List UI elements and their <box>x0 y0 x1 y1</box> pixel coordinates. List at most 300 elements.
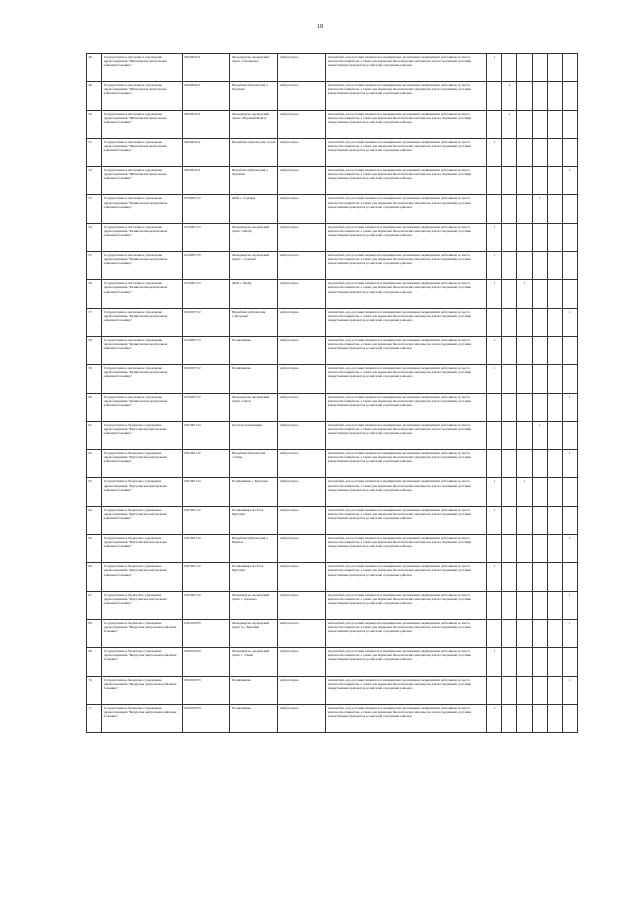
row-number-cell: 52 <box>87 167 102 195</box>
quantity-cell-2 <box>502 648 517 676</box>
quantity-cell-3: 1 <box>517 478 532 506</box>
quantity-cell-4 <box>532 648 547 676</box>
organization-cell: Государственное бюджетное учреждение здравоохранения "Баргузинская центральная районная больница" <box>102 478 183 506</box>
quantity-cell-6: 1 <box>562 591 577 619</box>
quantity-cell-6 <box>562 82 577 110</box>
code-cell: 0301001512 <box>182 421 230 449</box>
quantity-cell-5 <box>547 619 562 647</box>
purpose-cell: Автомобиль для доставки пациентов в медицинские организации, медицинских работников до места жительства пациентов, а также для перевозки биологических материалов для исследований, доставки лекарственных препаратов до жителей отдаленных районов <box>326 138 487 166</box>
quantity-cell-4 <box>532 478 547 506</box>
code-cell: 0301001512 <box>182 591 230 619</box>
quantity-cell-1 <box>487 110 502 138</box>
purpose-cell: Автомобиль для доставки пациентов в медицинские организации, медицинских работников до места жительства пациентов, а также для перевозки биологических материалов для исследований, доставки лекарственных препаратов до жителей отдаленных районов <box>326 336 487 364</box>
quantity-cell-4 <box>532 506 547 534</box>
purpose-cell: Автомобиль для доставки пациентов в медицинские организации, медицинских работников до места жительства пациентов, а также для перевозки биологических материалов для исследований, доставки лекарственных препаратов до жителей отдаленных районов <box>326 252 487 280</box>
table-row <box>87 195 578 223</box>
quantity-cell-1: 1 <box>487 138 502 166</box>
quantity-cell-3 <box>517 167 532 195</box>
quantity-cell-5 <box>547 450 562 478</box>
quantity-cell-5 <box>547 393 562 421</box>
quantity-cell-2 <box>502 478 517 506</box>
location-cell: Фельдшерско-акушерский пункт с.Чилбу <box>230 223 278 251</box>
quantity-cell-1 <box>487 619 502 647</box>
quantity-cell-1: 1 <box>487 252 502 280</box>
row-number-cell: 51 <box>87 138 102 166</box>
quantity-cell-1 <box>487 195 502 223</box>
quantity-cell-3 <box>517 308 532 336</box>
table-row <box>87 421 578 449</box>
quantity-cell-3 <box>517 138 532 166</box>
organization-cell: Государственное автономное учреждение здравоохранения "Качинганская центральная районная больница" <box>102 336 183 364</box>
code-cell: 0310097172 <box>182 252 230 280</box>
quantity-cell-6: 1 <box>562 167 577 195</box>
purpose-cell: Автомобиль для доставки пациентов в медицинские организации, медицинских работников до места жительства пациентов, а также для перевозки биологических материалов для исследований, доставки лекарственных препаратов до жителей отдаленных районов <box>326 535 487 563</box>
quantity-cell-5 <box>547 478 562 506</box>
quantity-cell-5 <box>547 365 562 393</box>
purpose-cell: Автомобиль для доставки пациентов в медицинские организации, медицинских работников до места жительства пациентов, а также для перевозки биологических материалов для исследований, доставки лекарственных препаратов до жителей отдаленных районов <box>326 704 487 732</box>
quantity-cell-1: 1 <box>487 365 502 393</box>
quantity-cell-4 <box>532 167 547 195</box>
purpose-cell: Автомобиль для доставки пациентов в медицинские организации, медицинских работников до места жительства пациентов, а также для перевозки биологических материалов для исследований, доставки лекарственных препаратов до жителей отдаленных районов <box>326 280 487 308</box>
care-type-cell: Амбулаторно <box>278 138 326 166</box>
quantity-cell-2 <box>502 223 517 251</box>
quantity-cell-4: 1 <box>532 195 547 223</box>
care-type-cell: Амбулаторно <box>278 676 326 704</box>
organization-cell: Государственное бюджетное учреждение здравоохранения "Бичурская центральная районная больница" <box>102 648 183 676</box>
code-cell: 0310097172 <box>182 393 230 421</box>
location-cell: Фельдшерско-акушерский пункт с. Узкий <box>230 648 278 676</box>
code-cell: 0304003411 <box>182 110 230 138</box>
table-body <box>87 54 578 733</box>
table-row <box>87 535 578 563</box>
row-number-cell: 55 <box>87 252 102 280</box>
purpose-cell: Автомобиль для доставки пациентов в медицинские организации, медицинских работников до места жительства пациентов, а также для перевозки биологических материалов для исследований, доставки лекарственных препаратов до жителей отдаленных районов <box>326 82 487 110</box>
quantity-cell-3 <box>517 421 532 449</box>
care-type-cell: Амбулаторно <box>278 478 326 506</box>
quantity-cell-5 <box>547 648 562 676</box>
row-number-cell: 67 <box>87 591 102 619</box>
code-cell: 0304003411 <box>182 167 230 195</box>
quantity-cell-2 <box>502 704 517 732</box>
table-row <box>87 506 578 534</box>
location-cell: Поликлиника пгт.Усть-Баргузин <box>230 506 278 534</box>
quantity-cell-5 <box>547 506 562 534</box>
purpose-cell: Автомобиль для доставки пациентов в медицинские организации, медицинских работников до места жительства пациентов, а также для перевозки биологических материалов для исследований, доставки лекарственных препаратов до жителей отдаленных районов <box>326 591 487 619</box>
care-type-cell: Амбулаторно <box>278 252 326 280</box>
row-number-cell: 70 <box>87 676 102 704</box>
organization-cell: Государственное автономное учреждение здравоохранения "Качинганская центральная районная больница" <box>102 365 183 393</box>
quantity-cell-2 <box>502 252 517 280</box>
care-type-cell: Амбулаторно <box>278 223 326 251</box>
row-number-cell: 63 <box>87 478 102 506</box>
table-row <box>87 138 578 166</box>
location-cell: Фельдшерско-акушерский пункт п.с. Верхний <box>230 619 278 647</box>
quantity-cell-5 <box>547 138 562 166</box>
table-row <box>87 648 578 676</box>
purpose-cell: Автомобиль для доставки пациентов в медицинские организации, медицинских работников до места жительства пациентов, а также для перевозки биологических материалов для исследований, доставки лекарственных препаратов до жителей отдаленных районов <box>326 506 487 534</box>
code-cell: 0301001512 <box>182 563 230 591</box>
purpose-cell: Автомобиль для доставки пациентов в медицинские организации, медицинских работников до места жительства пациентов, а также для перевозки биологических материалов для исследований, доставки лекарственных препаратов до жителей отдаленных районов <box>326 365 487 393</box>
quantity-cell-6: 1 <box>562 619 577 647</box>
organization-cell: Государственное бюджетное учреждение здравоохранения "Бичурская центральная районная больница" <box>102 676 183 704</box>
row-number-cell: 59 <box>87 365 102 393</box>
care-type-cell: Амбулаторно <box>278 591 326 619</box>
code-cell: 0304003411 <box>182 54 230 82</box>
quantity-cell-6 <box>562 252 577 280</box>
organization-cell: Государственное бюджетное учреждение здравоохранения "Бичурская центральная районная больница" <box>102 704 183 732</box>
quantity-cell-1 <box>487 393 502 421</box>
quantity-cell-5 <box>547 110 562 138</box>
quantity-cell-5 <box>547 704 562 732</box>
quantity-cell-6 <box>562 365 577 393</box>
quantity-cell-2 <box>502 365 517 393</box>
care-type-cell: Амбулаторно <box>278 421 326 449</box>
page-number: 18 <box>317 24 323 30</box>
organization-cell: Государственное бюджетное учреждение здравоохранения "Баргузинская центральная районная больница" <box>102 450 183 478</box>
row-number-cell: 56 <box>87 280 102 308</box>
quantity-cell-5 <box>547 252 562 280</box>
quantity-cell-4 <box>532 704 547 732</box>
quantity-cell-4 <box>532 336 547 364</box>
organization-cell: Государственное бюджетное учреждение здравоохранения "Баргузинская центральная районная больница" <box>102 506 183 534</box>
organization-cell: Государственное автономное учреждение здравоохранения "Шелеховская центральная районная больница" <box>102 82 183 110</box>
organization-cell: Государственное бюджетное учреждение здравоохранения "Баргузинская центральная районная больница" <box>102 591 183 619</box>
table-row <box>87 365 578 393</box>
quantity-cell-4 <box>532 280 547 308</box>
quantity-cell-4: 1 <box>532 421 547 449</box>
care-type-cell: Амбулаторно <box>278 167 326 195</box>
location-cell: Фельдшерско-акушерский пункт с.Верхний Мангут <box>230 110 278 138</box>
quantity-cell-3 <box>517 676 532 704</box>
quantity-cell-5 <box>547 167 562 195</box>
quantity-cell-1: 1 <box>487 336 502 364</box>
care-type-cell: Амбулаторно <box>278 393 326 421</box>
care-type-cell: Амбулаторно <box>278 704 326 732</box>
code-cell: 0310097172 <box>182 195 230 223</box>
quantity-cell-3: 1 <box>517 280 532 308</box>
quantity-cell-4 <box>532 365 547 393</box>
quantity-cell-5 <box>547 563 562 591</box>
quantity-cell-6 <box>562 704 577 732</box>
quantity-cell-5 <box>547 82 562 110</box>
code-cell: 0302100379 <box>182 648 230 676</box>
quantity-cell-1 <box>487 450 502 478</box>
care-type-cell: Амбулаторно <box>278 365 326 393</box>
organization-cell: Государственное автономное учреждение здравоохранения "Шелеховская центральная районная больница" <box>102 54 183 82</box>
quantity-cell-4 <box>532 138 547 166</box>
quantity-cell-5 <box>547 195 562 223</box>
quantity-cell-6 <box>562 421 577 449</box>
quantity-cell-5 <box>547 591 562 619</box>
quantity-cell-1: 1 <box>487 223 502 251</box>
quantity-cell-4 <box>532 223 547 251</box>
location-cell: Врачебная амбулатория с.Улюн <box>230 450 278 478</box>
code-cell: 0304003411 <box>182 82 230 110</box>
quantity-cell-4 <box>532 110 547 138</box>
location-cell: Врачебная амбулатория с. Баянгол <box>230 535 278 563</box>
table-row <box>87 563 578 591</box>
location-cell: Фельдшерско-акушерский пункт с. Адамово <box>230 591 278 619</box>
quantity-cell-3 <box>517 535 532 563</box>
organization-cell: Государственное автономное учреждение здравоохранения "Качинганская центральная районная больница" <box>102 223 183 251</box>
organization-cell: Государственное автономное учреждение здравоохранения "Шелеховская центральная районная больница" <box>102 138 183 166</box>
quantity-cell-3 <box>517 110 532 138</box>
quantity-cell-2: 1 <box>502 110 517 138</box>
purpose-cell: Автомобиль для доставки пациентов в медицинские организации, медицинских работников до места жительства пациентов, а также для перевозки биологических материалов для исследований, доставки лекарственных препаратов до жителей отдаленных районов <box>326 54 487 82</box>
row-number-cell: 54 <box>87 223 102 251</box>
purpose-cell: Автомобиль для доставки пациентов в медицинские организации, медицинских работников до места жительства пациентов, а также для перевозки биологических материалов для исследований, доставки лекарственных препаратов до жителей отдаленных районов <box>326 648 487 676</box>
quantity-cell-2 <box>502 563 517 591</box>
table-row <box>87 478 578 506</box>
quantity-cell-5 <box>547 223 562 251</box>
location-cell: Фельдшерско-акушерский пункт с.Олхинское <box>230 54 278 82</box>
quantity-cell-4 <box>532 535 547 563</box>
organization-cell: Государственное автономное учреждение здравоохранения "Шелеховская центральная районная больница" <box>102 167 183 195</box>
vehicle-allocation-table <box>86 53 578 733</box>
quantity-cell-3 <box>517 563 532 591</box>
quantity-cell-6 <box>562 563 577 591</box>
quantity-cell-5 <box>547 535 562 563</box>
purpose-cell: Автомобиль для доставки пациентов в медицинские организации, медицинских работников до места жительства пациентов, а также для перевозки биологических материалов для исследований, доставки лекарственных препаратов до жителей отдаленных районов <box>326 167 487 195</box>
purpose-cell: Автомобиль для доставки пациентов в медицинские организации, медицинских работников до места жительства пациентов, а также для перевозки биологических материалов для исследований, доставки лекарственных препаратов до жителей отдаленных районов <box>326 619 487 647</box>
quantity-cell-2 <box>502 195 517 223</box>
quantity-cell-2 <box>502 393 517 421</box>
quantity-cell-6 <box>562 138 577 166</box>
quantity-cell-6: 1 <box>562 393 577 421</box>
care-type-cell: Амбулаторно <box>278 82 326 110</box>
location-cell: Поликлиника пгт.Усть-Баргузин <box>230 563 278 591</box>
purpose-cell: Автомобиль для доставки пациентов в медицинские организации, медицинских работников до места жительства пациентов, а также для перевозки биологических материалов для исследований, доставки лекарственных препаратов до жителей отдаленных районов <box>326 195 487 223</box>
quantity-cell-4 <box>532 676 547 704</box>
quantity-cell-5 <box>547 308 562 336</box>
quantity-cell-1 <box>487 167 502 195</box>
quantity-cell-3 <box>517 223 532 251</box>
quantity-cell-3 <box>517 619 532 647</box>
quantity-cell-6 <box>562 54 577 82</box>
care-type-cell: Амбулаторно <box>278 506 326 534</box>
code-cell: 0301001512 <box>182 478 230 506</box>
row-number-cell: 62 <box>87 450 102 478</box>
quantity-cell-6 <box>562 648 577 676</box>
care-type-cell: Амбулаторно <box>278 195 326 223</box>
quantity-cell-3 <box>517 54 532 82</box>
quantity-cell-2 <box>502 138 517 166</box>
quantity-cell-1: 1 <box>487 506 502 534</box>
quantity-cell-1: 1 <box>487 280 502 308</box>
quantity-cell-4 <box>532 82 547 110</box>
care-type-cell: Амбулаторно <box>278 535 326 563</box>
location-cell: Поликлиника с. Баргузин <box>230 478 278 506</box>
row-number-cell: 66 <box>87 563 102 591</box>
care-type-cell: Амбулаторно <box>278 336 326 364</box>
quantity-cell-5 <box>547 54 562 82</box>
quantity-cell-4 <box>532 393 547 421</box>
location-cell: Врачебная амбулатория с. Хурзанка <box>230 167 278 195</box>
code-cell: 0310097172 <box>182 223 230 251</box>
location-cell: Поликлиника <box>230 365 278 393</box>
care-type-cell: Амбулаторно <box>278 280 326 308</box>
quantity-cell-3 <box>517 365 532 393</box>
quantity-cell-2 <box>502 308 517 336</box>
quantity-cell-3 <box>517 648 532 676</box>
quantity-cell-1 <box>487 591 502 619</box>
code-cell: 0310097172 <box>182 336 230 364</box>
quantity-cell-1: 1 <box>487 648 502 676</box>
quantity-cell-4 <box>532 308 547 336</box>
table-row <box>87 54 578 82</box>
organization-cell: Государственное автономное учреждение здравоохранения "Качинганская центральная районная больница" <box>102 393 183 421</box>
quantity-cell-2 <box>502 619 517 647</box>
organization-cell: Государственное автономное учреждение здравоохранения "Качинганская центральная районная больница" <box>102 280 183 308</box>
quantity-cell-3 <box>517 252 532 280</box>
row-number-cell: 58 <box>87 336 102 364</box>
purpose-cell: Автомобиль для доставки пациентов в медицинские организации, медицинских работников до места жительства пациентов, а также для перевозки биологических материалов для исследований, доставки лекарственных препаратов до жителей отдаленных районов <box>326 450 487 478</box>
quantity-cell-2 <box>502 676 517 704</box>
quantity-cell-1 <box>487 82 502 110</box>
purpose-cell: Автомобиль для доставки пациентов в медицинские организации, медицинских работников до места жительства пациентов, а также для перевозки биологических материалов для исследований, доставки лекарственных препаратов до жителей отдаленных районов <box>326 308 487 336</box>
table-row <box>87 704 578 732</box>
table-row <box>87 676 578 704</box>
quantity-cell-6 <box>562 110 577 138</box>
row-number-cell: 50 <box>87 110 102 138</box>
row-number-cell: 64 <box>87 506 102 534</box>
purpose-cell: Автомобиль для доставки пациентов в медицинские организации, медицинских работников до места жительства пациентов, а также для перевозки биологических материалов для исследований, доставки лекарственных препаратов до жителей отдаленных районов <box>326 676 487 704</box>
row-number-cell: 60 <box>87 393 102 421</box>
quantity-cell-3 <box>517 195 532 223</box>
quantity-cell-2 <box>502 450 517 478</box>
quantity-cell-6 <box>562 223 577 251</box>
care-type-cell: Амбулаторно <box>278 563 326 591</box>
row-number-cell: 61 <box>87 421 102 449</box>
quantity-cell-1: 1 <box>487 54 502 82</box>
organization-cell: Государственное автономное учреждение здравоохранения "Качинганская центральная районная больница" <box>102 252 183 280</box>
quantity-cell-2 <box>502 591 517 619</box>
quantity-cell-3 <box>517 591 532 619</box>
location-cell: Врачебная амбулатория с. Хурзанка <box>230 82 278 110</box>
organization-cell: Государственное бюджетное учреждение здравоохранения "Баргузинская центральная районная больница" <box>102 535 183 563</box>
quantity-cell-1 <box>487 535 502 563</box>
quantity-cell-5 <box>547 676 562 704</box>
row-number-cell: 71 <box>87 704 102 732</box>
care-type-cell: Амбулаторно <box>278 450 326 478</box>
quantity-cell-1 <box>487 308 502 336</box>
quantity-cell-4 <box>532 591 547 619</box>
purpose-cell: Автомобиль для доставки пациентов в медицинские организации, медицинских работников до места жительства пациентов, а также для перевозки биологических материалов для исследований, доставки лекарственных препаратов до жителей отдаленных районов <box>326 421 487 449</box>
purpose-cell: Автомобиль для доставки пациентов в медицинские организации, медицинских работников до места жительства пациентов, а также для перевозки биологических материалов для исследований, доставки лекарственных препаратов до жителей отдаленных районов <box>326 478 487 506</box>
row-number-cell: 68 <box>87 619 102 647</box>
code-cell: 0310097172 <box>182 308 230 336</box>
row-number-cell: 65 <box>87 535 102 563</box>
code-cell: 0302100379 <box>182 619 230 647</box>
code-cell: 0310097172 <box>182 365 230 393</box>
quantity-cell-3 <box>517 450 532 478</box>
code-cell: 0301001512 <box>182 535 230 563</box>
quantity-cell-4 <box>532 252 547 280</box>
location-cell: Врачебная амбулатория с.Загорный <box>230 308 278 336</box>
code-cell: 0301001512 <box>182 506 230 534</box>
quantity-cell-4 <box>532 54 547 82</box>
table-row <box>87 167 578 195</box>
location-cell: ФАП с. Чилбу <box>230 280 278 308</box>
quantity-cell-3 <box>517 393 532 421</box>
quantity-cell-6: 1 <box>562 676 577 704</box>
table-row <box>87 591 578 619</box>
row-number-cell: 53 <box>87 195 102 223</box>
code-cell: 0302100379 <box>182 676 230 704</box>
location-cell: Фельдшерско-акушерский пункт с.Ороп <box>230 393 278 421</box>
purpose-cell: Автомобиль для доставки пациентов в медицинские организации, медицинских работников до места жительства пациентов, а также для перевозки биологических материалов для исследований, доставки лекарственных препаратов до жителей отдаленных районов <box>326 110 487 138</box>
table-row <box>87 280 578 308</box>
purpose-cell: Автомобиль для доставки пациентов в медицинские организации, медицинских работников до места жительства пациентов, а также для перевозки биологических материалов для исследований, доставки лекарственных препаратов до жителей отдаленных районов <box>326 223 487 251</box>
quantity-cell-1 <box>487 421 502 449</box>
location-cell: Поликлиника <box>230 704 278 732</box>
quantity-cell-6: 1 <box>562 308 577 336</box>
quantity-cell-4 <box>532 619 547 647</box>
care-type-cell: Амбулаторно <box>278 54 326 82</box>
table-row <box>87 393 578 421</box>
organization-cell: Государственное автономное учреждение здравоохранения "Качинганская центральная районная больница" <box>102 308 183 336</box>
quantity-cell-6: 1 <box>562 450 577 478</box>
quantity-cell-6 <box>562 336 577 364</box>
location-cell: Поликлиника <box>230 676 278 704</box>
quantity-cell-2 <box>502 506 517 534</box>
table-row <box>87 336 578 364</box>
quantity-cell-2 <box>502 336 517 364</box>
code-cell: 0304003411 <box>182 138 230 166</box>
quantity-cell-2 <box>502 535 517 563</box>
quantity-cell-1: 1 <box>487 478 502 506</box>
location-cell: Детская поликлиника <box>230 421 278 449</box>
quantity-cell-5 <box>547 336 562 364</box>
quantity-cell-4 <box>532 563 547 591</box>
quantity-cell-6 <box>562 478 577 506</box>
organization-cell: Государственное бюджетное учреждение здравоохранения "Баргузинская центральная районная больница" <box>102 563 183 591</box>
row-number-cell: 49 <box>87 82 102 110</box>
quantity-cell-6 <box>562 195 577 223</box>
location-cell: Поликлиника <box>230 336 278 364</box>
quantity-cell-6 <box>562 506 577 534</box>
care-type-cell: Амбулаторно <box>278 308 326 336</box>
row-number-cell: 69 <box>87 648 102 676</box>
row-number-cell: 57 <box>87 308 102 336</box>
code-cell: 0310097172 <box>182 280 230 308</box>
quantity-cell-2: 1 <box>502 82 517 110</box>
code-cell: 0301001512 <box>182 450 230 478</box>
quantity-cell-1: 1 <box>487 563 502 591</box>
quantity-cell-6 <box>562 280 577 308</box>
quantity-cell-3 <box>517 506 532 534</box>
table-row <box>87 252 578 280</box>
row-number-cell: 48 <box>87 54 102 82</box>
organization-cell: Государственное автономное учреждение здравоохранения "Качинганская центральная районная больница" <box>102 195 183 223</box>
quantity-cell-4 <box>532 450 547 478</box>
table-row <box>87 110 578 138</box>
purpose-cell: Автомобиль для доставки пациентов в медицинские организации, медицинских работников до места жительства пациентов, а также для перевозки биологических материалов для исследований, доставки лекарственных препаратов до жителей отдаленных районов <box>326 393 487 421</box>
quantity-cell-5 <box>547 280 562 308</box>
organization-cell: Государственное автономное учреждение здравоохранения "Шелеховская центральная районная больница" <box>102 110 183 138</box>
quantity-cell-3 <box>517 82 532 110</box>
table-row <box>87 82 578 110</box>
table-row <box>87 308 578 336</box>
table-row <box>87 619 578 647</box>
quantity-cell-1: 1 <box>487 704 502 732</box>
quantity-cell-3 <box>517 704 532 732</box>
location-cell: Врачебная амбулатория с.Сухи <box>230 138 278 166</box>
quantity-cell-2 <box>502 280 517 308</box>
table-row <box>87 450 578 478</box>
organization-cell: Государственное бюджетное учреждение здравоохранения "Бичурская центральная районная больница" <box>102 619 183 647</box>
quantity-cell-5 <box>547 421 562 449</box>
